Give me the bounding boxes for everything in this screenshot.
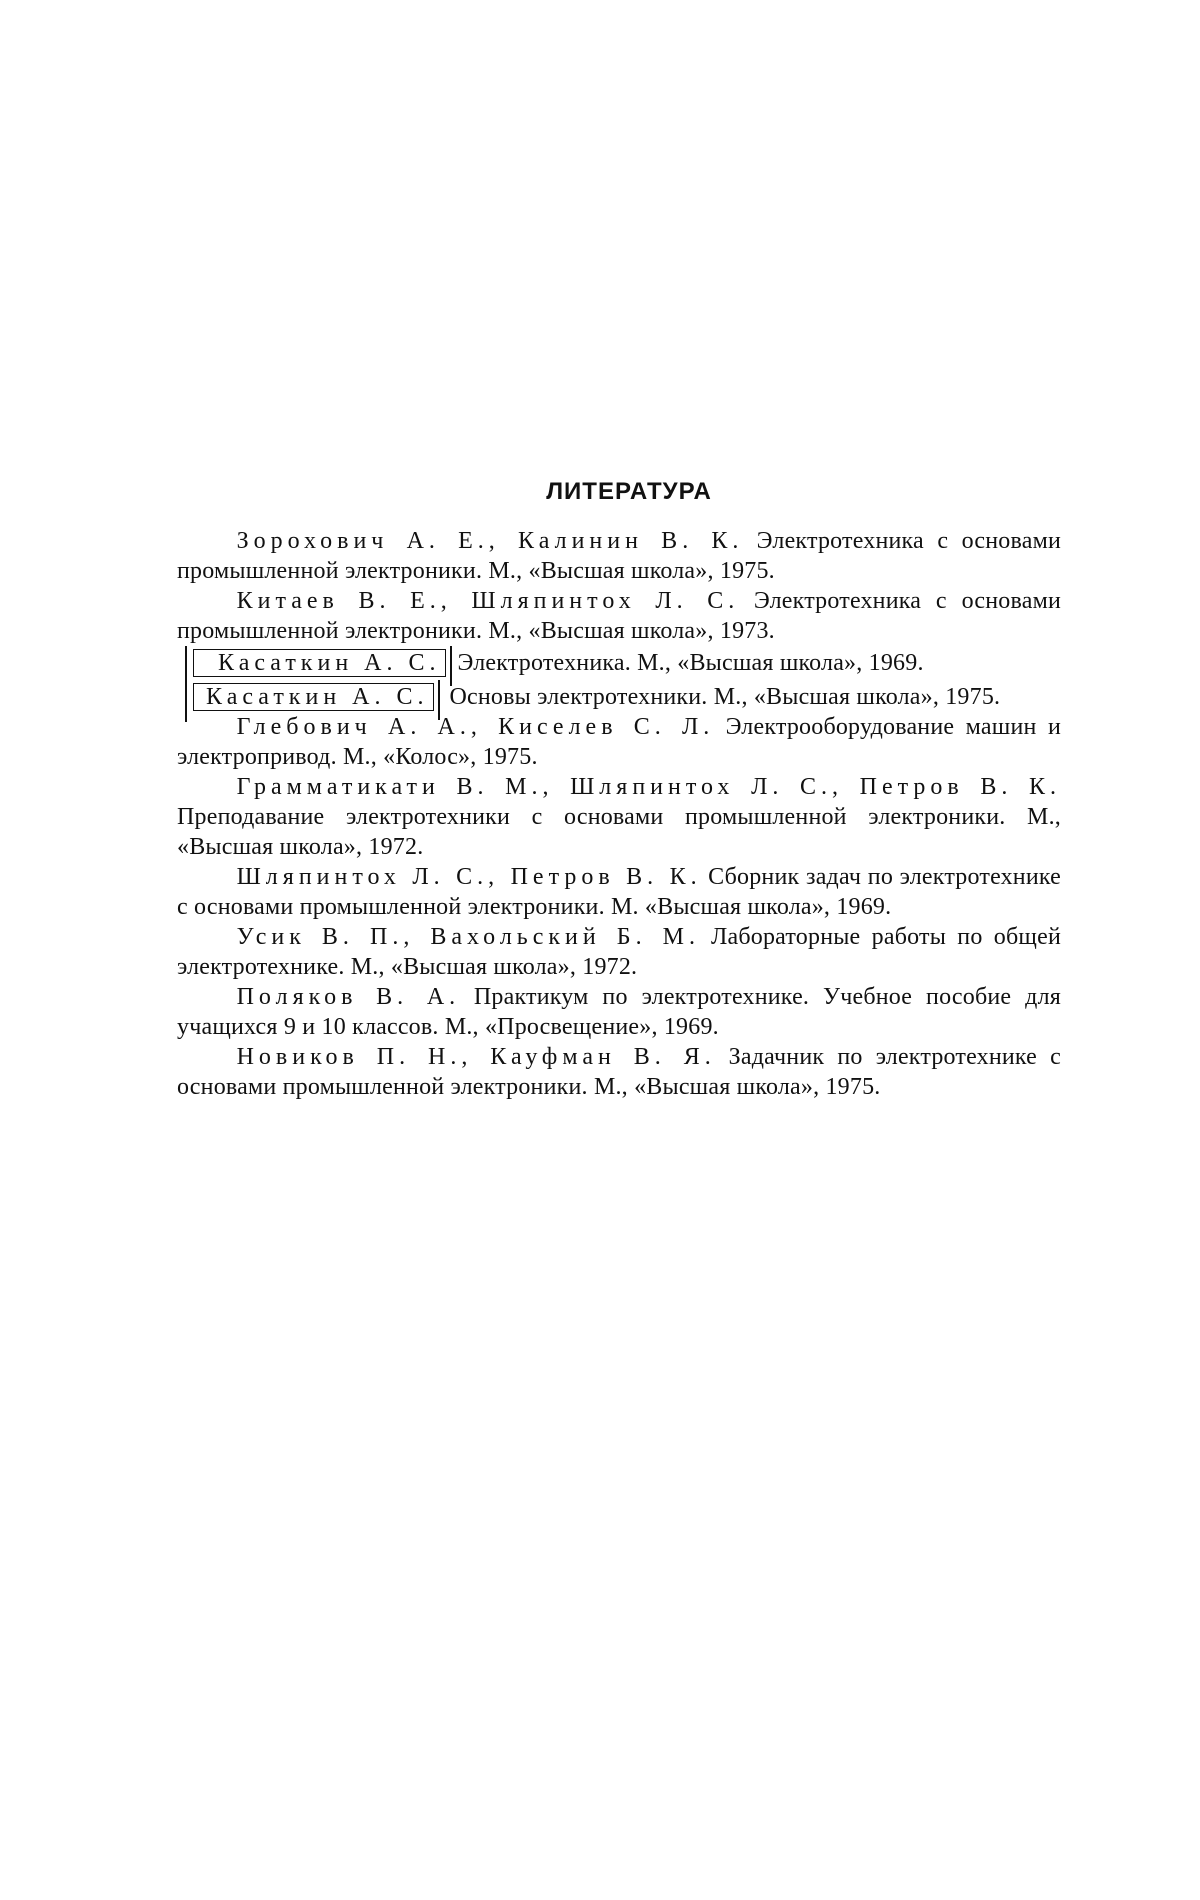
page-title: ЛИТЕРАТУРА [546, 478, 712, 505]
reference-item [177, 772, 1061, 862]
reference-author: Зорохович А. Е., Калинин В. К. [236, 528, 744, 554]
reference-text: Электротехника с основами промышленной электроники. М., «Высшая школа», 1975. [177, 528, 1062, 584]
reference-text: Электрооборудование машин и электропривод. М., «Колос», 1975. [177, 714, 1062, 770]
reference-author-boxed: Касаткин А. С. [193, 649, 446, 677]
reference-text: Практикум по электротехнике. Учебное пособие для учащихся 9 и 10 классов. М., «Просвещение», 1969. [177, 984, 1061, 1040]
reference-author: Усик В. П., Вахольский Б. М. [236, 924, 700, 950]
reference-author-boxed: Касаткин А. С. [193, 683, 434, 711]
reference-author: Поляков В. А. [236, 984, 461, 1010]
reference-item [177, 862, 1061, 922]
reference-author: Грамматикати В. М., Шляпинтох Л. С., Петров В. К. [236, 774, 1061, 800]
reference-author: Новиков П. Н., Кауфман В. Я. [236, 1044, 716, 1070]
reference-author: Шляпинтох Л. С., Петров В. К. [236, 864, 702, 890]
reference-item [177, 648, 1061, 678]
reference-text: Электротехника. М., «Высшая школа», 1969. [457, 650, 924, 676]
reference-item [177, 922, 1061, 982]
reference-text: Сборник задач по электротехнике с основами промышленной электроники. М. «Высшая школа», 1969. [177, 864, 1062, 920]
reference-text: Задачник по электротехнике с основами промышленной электроники. М., «Высшая школа», 1975. [177, 1044, 1062, 1100]
reference-text: Основы электротехники. М., «Высшая школа», 1975. [449, 684, 1001, 710]
reference-list [177, 526, 1061, 1102]
reference-author: Китаев В. Е., Шляпинтох Л. С. [236, 588, 740, 614]
reference-text: Электротехника с основами промышленной электроники. М., «Высшая школа», 1973. [177, 588, 1062, 644]
reference-item [177, 1042, 1061, 1102]
reference-author: Глебович А. А., Киселев С. Л. [236, 714, 715, 740]
reference-text: Преподавание электротехники с основами промышленной электроники. М., «Высшая школа», 1972. [177, 804, 1061, 860]
reference-text: Лабораторные работы по общей электротехнике. М., «Высшая школа», 1972. [177, 924, 1061, 980]
reference-item [177, 712, 1061, 772]
reference-item [177, 982, 1061, 1042]
page-content [177, 478, 1061, 1102]
reference-item [177, 586, 1061, 646]
reference-item [177, 682, 1061, 712]
reference-item [177, 526, 1061, 586]
